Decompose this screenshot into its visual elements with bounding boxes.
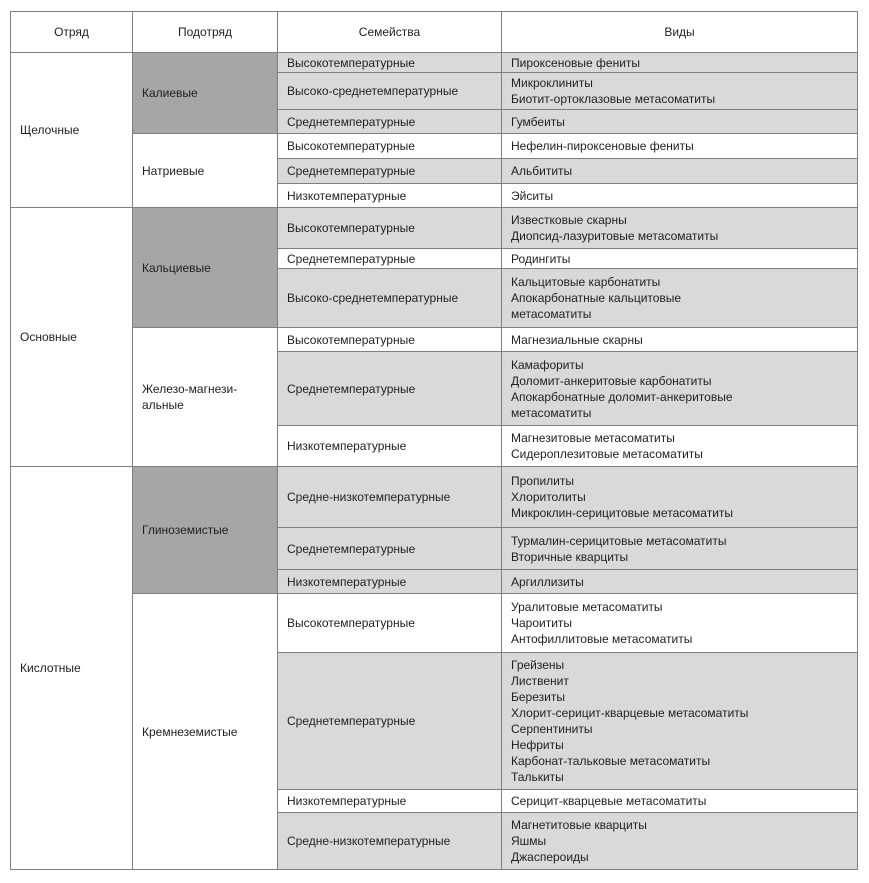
- species-item: Пироксеновые фениты: [511, 55, 641, 70]
- table-row: [11, 53, 858, 73]
- suborder-name-line: альные: [142, 398, 184, 412]
- species-cell: [502, 467, 858, 528]
- species-cell: [502, 184, 858, 208]
- species-cell: [502, 134, 858, 159]
- header-otryad: Отряд: [11, 12, 133, 53]
- species-item: Известковые скарны: [511, 213, 627, 227]
- species-item: Нефелин-пироксеновые фениты: [511, 139, 694, 153]
- species-item: Доломит-анкеритовые карбонатиты: [511, 373, 712, 388]
- species-item: Уралитовые метасоматиты: [511, 600, 663, 614]
- species-item: метасоматиты: [511, 405, 592, 420]
- species-item: Джаспероиды: [511, 850, 589, 864]
- family-cell: Высоко-среднетемпературные: [278, 269, 502, 328]
- species-cell: [502, 328, 858, 352]
- species-item: метасоматиты: [511, 307, 592, 321]
- family-cell: Высокотемпературные: [278, 208, 502, 249]
- species-item: Пропилиты: [511, 474, 574, 488]
- family-cell: Средне-низкотемпературные: [278, 467, 502, 528]
- species-item: Магнезиальные скарны: [511, 332, 643, 347]
- family-cell: Среднетемпературные: [278, 249, 502, 269]
- order-cell-acidic: Кислотные: [11, 467, 133, 870]
- order-cell-basic: Основные: [11, 208, 133, 467]
- classification-table: [10, 11, 858, 870]
- species-cell: [502, 352, 858, 426]
- species-cell: [502, 813, 858, 870]
- species-item: Апокарбонатные доломит-анкеритовые: [511, 389, 733, 404]
- family-cell: Низкотемпературные: [278, 426, 502, 467]
- species-cell: [502, 570, 858, 594]
- family-cell: Среднетемпературные: [278, 110, 502, 134]
- species-item: Микроклиниты: [511, 76, 593, 90]
- header-semeistva: Семейства: [278, 12, 502, 53]
- table-row: [11, 208, 858, 249]
- species-item: Апокарбонатные кальцитовые: [511, 291, 682, 305]
- species-item: Сидероплезитовые метасоматиты: [511, 447, 703, 461]
- table-row: [11, 134, 858, 159]
- species-cell: [502, 159, 858, 184]
- species-cell: [502, 426, 858, 467]
- header-row: [11, 12, 858, 53]
- species-item: Серпентиниты: [511, 722, 593, 736]
- species-item: Биотит-ортоклазовые метасоматиты: [511, 92, 716, 106]
- species-cell: [502, 208, 858, 249]
- species-item: Нефриты: [511, 738, 564, 752]
- family-cell: Среднетемпературные: [278, 159, 502, 184]
- species-cell: [502, 653, 858, 790]
- species-item: Карбонат-тальковые метасоматиты: [511, 754, 711, 768]
- species-item: Березиты: [511, 690, 565, 704]
- family-cell: Средне-низкотемпературные: [278, 813, 502, 870]
- species-item: Чароититы: [511, 616, 573, 630]
- family-cell: Высокотемпературные: [278, 53, 502, 73]
- species-item: Хлорит-серицит-кварцевые метасоматиты: [511, 706, 749, 720]
- family-cell: Среднетемпературные: [278, 528, 502, 570]
- species-item: Лиственит: [511, 674, 569, 688]
- suborder-cell-silica: Кремнеземистые: [133, 594, 278, 870]
- family-cell: Низкотемпературные: [278, 184, 502, 208]
- species-item: Кальцитовые карбонатиты: [511, 275, 661, 289]
- species-item: Гумбеиты: [511, 114, 565, 129]
- species-item: Магнезитовые метасоматиты: [511, 431, 675, 445]
- species-cell: [502, 53, 858, 73]
- species-item: Антофиллитовые метасоматиты: [511, 632, 693, 646]
- suborder-cell-calcium: Кальциевые: [133, 208, 278, 328]
- species-item: Диопсид-лазуритовые метасоматиты: [511, 229, 719, 243]
- header-vidy: Виды: [502, 12, 858, 53]
- table-row: [11, 467, 858, 528]
- species-cell: [502, 73, 858, 110]
- family-cell: Низкотемпературные: [278, 790, 502, 813]
- family-cell: Высоко-среднетемпературные: [278, 73, 502, 110]
- species-item: Хлоритолиты: [511, 490, 586, 504]
- header-podotryad: Подотряд: [133, 12, 278, 53]
- table-row: [11, 328, 858, 352]
- family-cell: Высокотемпературные: [278, 594, 502, 653]
- species-item: Магнетитовые кварциты: [511, 818, 647, 832]
- species-item: Микроклин-серицитовые метасоматиты: [511, 506, 734, 520]
- species-cell: [502, 269, 858, 328]
- family-cell: Высокотемпературные: [278, 328, 502, 352]
- species-item: Камафориты: [511, 357, 584, 372]
- species-cell: [502, 249, 858, 269]
- suborder-name-line: Железо-магнези-: [142, 382, 238, 396]
- species-cell: [502, 790, 858, 813]
- suborder-cell-sodium: Натриевые: [133, 134, 278, 208]
- suborder-cell-potassium: Калиевые: [133, 53, 278, 134]
- species-item: Яшмы: [511, 834, 547, 848]
- species-item: Родингиты: [511, 251, 571, 266]
- species-item: Талькиты: [511, 770, 564, 784]
- family-cell: Высокотемпературные: [278, 134, 502, 159]
- species-item: Турмалин-серицитовые метасоматиты: [511, 533, 727, 548]
- species-item: Эйситы: [511, 188, 554, 203]
- family-cell: Среднетемпературные: [278, 352, 502, 426]
- species-item: Аргиллизиты: [511, 574, 584, 589]
- species-item: Грейзены: [511, 658, 565, 672]
- family-cell: Низкотемпературные: [278, 570, 502, 594]
- suborder-cell-alumina: Глиноземистые: [133, 467, 278, 594]
- order-cell-alkaline: Щелочные: [11, 53, 133, 208]
- table-row: [11, 594, 858, 653]
- species-cell: [502, 528, 858, 570]
- suborder-cell-ironmag: [133, 328, 278, 467]
- species-cell: [502, 110, 858, 134]
- species-item: Вторичные кварциты: [511, 549, 629, 564]
- species-item: Альбититы: [511, 164, 573, 178]
- family-cell: Среднетемпературные: [278, 653, 502, 790]
- species-cell: [502, 594, 858, 653]
- species-item: Серицит-кварцевые метасоматиты: [511, 794, 707, 808]
